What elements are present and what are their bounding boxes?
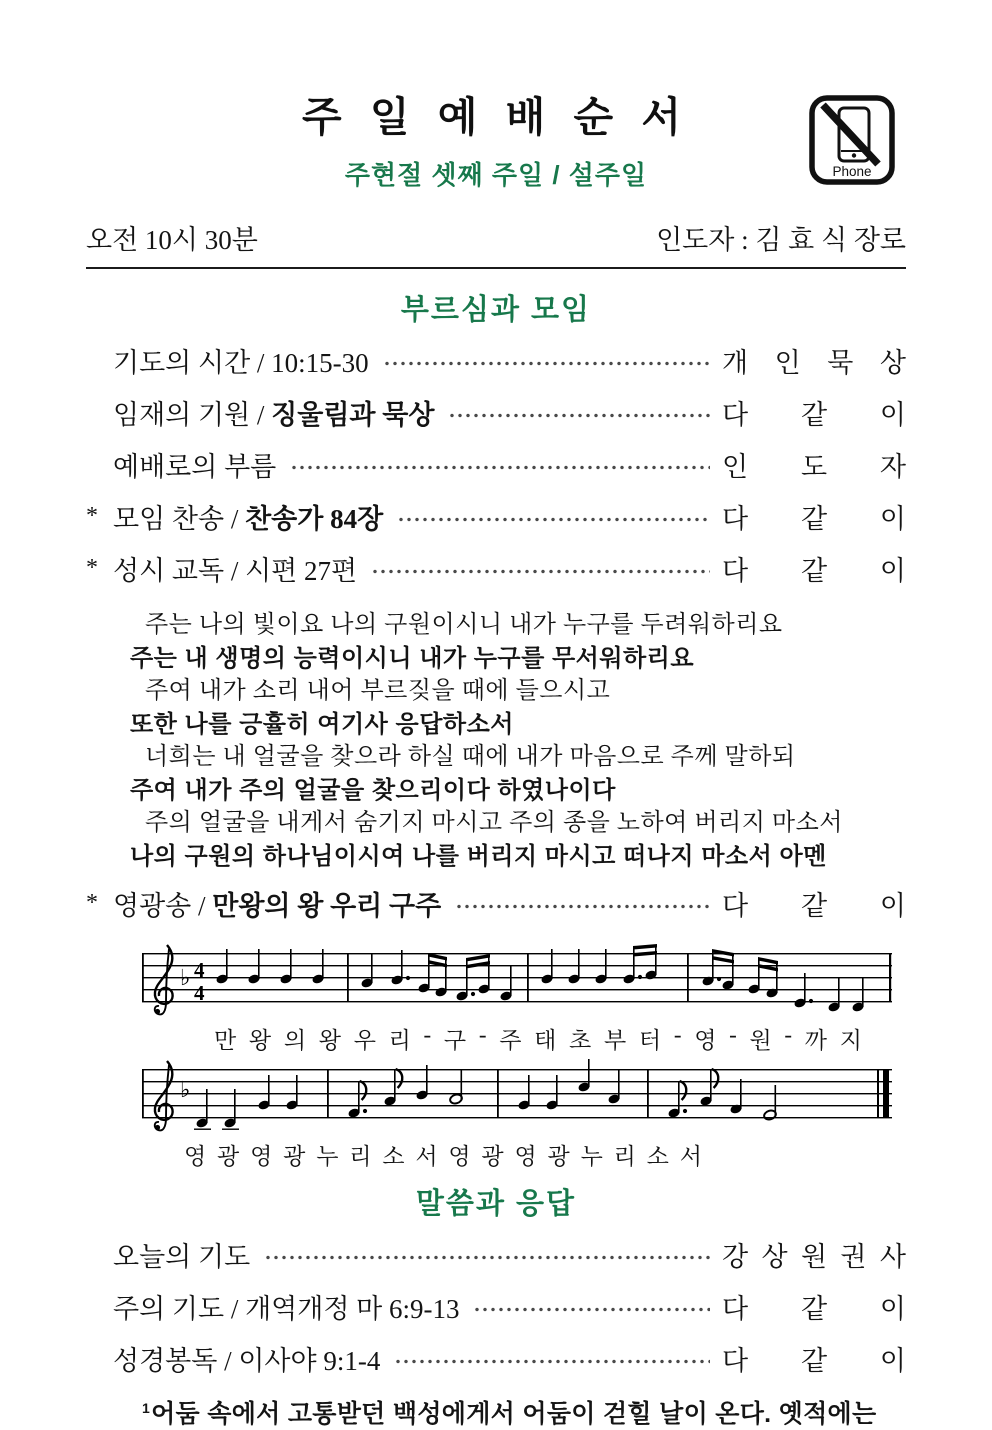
psalm-line: 주는 내 생명의 능력이시니 내가 누구를 무서워하리요 [130,645,695,672]
responder: 다 같 이 [722,1346,906,1376]
key-flat: ♭ [180,966,191,991]
notes-measure-5 [194,1075,299,1130]
dot-leader [448,413,710,418]
row-label: 기도의 시간 / 10:15-30 [113,348,369,378]
responder: 다 같 이 [722,891,906,921]
page-subtitle: 주현절 셋째 주일 / 설주일 [344,160,648,190]
key-flat: ♭ [180,1078,191,1103]
music-system-1 [142,939,896,1055]
phone-icon-label: Phone [832,164,872,179]
dot-leader [383,361,710,366]
responder: 다 같 이 [722,400,906,430]
psalm-line: 주는 나의 빛이요 나의 구원이시니 내가 누구를 두려워하리요 [145,612,783,638]
psalm-line: 주여 내가 소리 내어 부르짖을 때에 들으시고 [145,678,611,704]
order-row [86,552,906,585]
row-label: 예배로의 부름 [113,452,277,482]
scripture-text: 어둠 속에서 고통받던 백성에게서 어둠이 걷힐 날이 온다. 옛적에는 [151,1400,877,1428]
music-system-2 [142,1055,896,1171]
row-label: 영광송 / 만왕의 왕 우리 구주 [113,891,442,921]
responder: 다 같 이 [722,556,906,586]
dot-leader [455,904,710,909]
dot-leader [290,465,710,470]
row-label: 오늘의 기도 [113,1242,251,1272]
scripture-excerpt [142,1394,906,1430]
order-row [86,1290,906,1323]
psalm-reading [130,609,906,873]
star-marker: * [86,890,98,916]
lyrics-line-1: 만 왕 의 왕 우 리 - 구 - 주 태 초 부 터 - 영 - 원 - 까 지 [214,1022,862,1053]
section2-order-list [86,1238,906,1375]
responder: 인 도 자 [722,452,906,482]
order-row [86,500,906,533]
treble-clef-icon [155,945,173,1014]
psalm-line: 주의 얼굴을 내게서 숨기지 마시고 주의 종을 노하여 버리지 마소서 [145,810,843,836]
order-row [86,448,906,481]
psalm-line: 또한 나를 긍휼히 여기사 응답하소서 [130,711,514,738]
order-row [86,396,906,429]
section1-heading: 부르심과 모임 [400,294,592,326]
star-marker: * [86,555,98,581]
section2-heading: 말씀과 응답 [415,1188,577,1220]
dot-leader [394,1359,710,1364]
masthead [86,0,906,192]
notes-measure-3 [540,944,657,985]
notes-measure-2 [360,950,512,1002]
notes-measure-8 [667,1069,777,1121]
order-row [86,1342,906,1375]
dot-leader [473,1307,710,1312]
meta-row [86,218,906,257]
notes-measure-6 [347,1065,463,1119]
star-marker: * [86,503,98,529]
page-title: 주 일 예 배 순 서 [302,94,690,140]
row-label: 모임 찬송 / 찬송가 84장 [113,504,384,534]
row-label: 성경봉독 / 이사야 9:1-4 [113,1346,381,1376]
row-label: 성시 교독 / 시편 27편 [113,556,358,586]
lyrics-line-2: 영 광 영 광 누 리 소 서 영 광 영 광 누 리 소 서 [184,1144,702,1169]
music-staff-1 [142,939,894,1021]
responder: 다 같 이 [722,1294,906,1324]
psalm-line: 너희는 내 얼굴을 찾으라 하실 때에 내가 마음으로 주께 말하되 [145,744,796,770]
responder: 개 인 묵 상 [722,348,906,378]
notes-measure-7 [517,1059,620,1111]
order-row-gloria [86,887,906,920]
row-label: 주의 기도 / 개역개정 마 6:9-13 [113,1294,460,1324]
order-row [86,344,906,377]
no-phone-icon [808,94,896,191]
order-row [86,1238,906,1271]
notes-measure-4 [701,949,864,1013]
treble-clef-icon [155,1061,173,1130]
section1-order-list [86,344,906,585]
psalm-line: 주여 내가 주의 얼굴을 찾으리이다 하였나이다 [130,777,616,804]
service-leader: 인도자 : 김 효 식 장로 [656,225,906,255]
service-time: 오전 10시 30분 [86,225,258,255]
dot-leader [371,569,710,574]
psalm-line: 나의 구원의 하나님이시여 나를 버리지 마시고 떠나지 마소서 아멘 [130,843,827,870]
dot-leader [397,517,710,522]
music-staff-2 [142,1055,894,1137]
responder: 강 상 원 권 사 [722,1242,906,1272]
row-label: 임재의 기원 / 징울림과 묵상 [113,400,435,430]
time-sig-top: 4 [194,958,205,982]
verse-number: 1 [142,1399,151,1416]
responder: 다 같 이 [722,504,906,534]
dot-leader [264,1255,710,1260]
header-divider [86,267,906,269]
time-sig-bottom: 4 [194,981,205,1005]
